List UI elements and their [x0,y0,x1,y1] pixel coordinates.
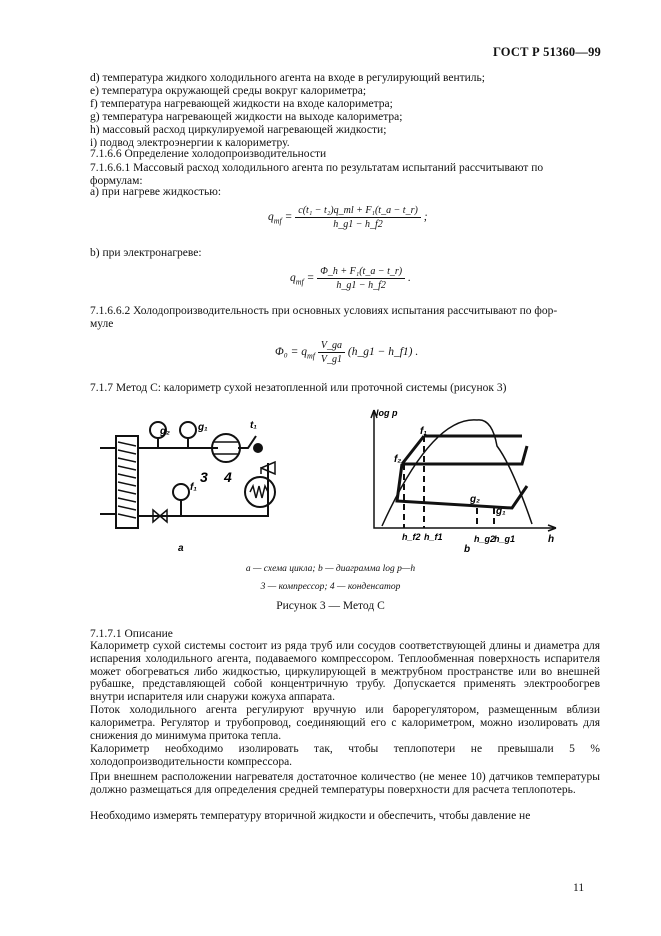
paragraph-line: муле [90,318,114,330]
paragraph: Калориметр необходимо изолировать так, чтобы теплопотери не превышали 5 % холодопроизводительности компрессора. [90,743,600,768]
paragraph-line: формулам: [90,175,143,187]
label-f1: f₁ [190,482,197,493]
list-item: g) температура нагревающей жидкости на выходе калориметра; [90,111,403,123]
label-compressor-number: 3 [200,469,208,485]
list-item: i) подвод электроэнергии к калориметру. [90,137,290,149]
list-item: h) массовый расход циркулируемой нагревающей жидкости; [90,124,387,136]
point-g2: g₂ [470,494,480,505]
formula-1: $q_{mf}$ = $\frac{\text{c(t₁ − t₂)q\_ml + F₁(t\_a − t\_r)}}{h\_g1 - h\_f2}$ ; [268,205,428,230]
page-number: 11 [573,882,585,894]
paragraph: При внешнем расположении нагревателя достаточное количество (не менее 10) датчиков температуры должно размещаться для определения средней температуры поверхности для расчета теплопотерь. [90,771,600,796]
list-item: f) температура нагревающей жидкости на входе калориметра; [90,98,393,110]
figure-title: Рисунок 3 — Метод С [276,600,385,612]
document-code: ГОСТ Р 51360—99 [492,45,601,59]
list-item: e) температура окружающей среды вокруг калориметра; [90,85,367,97]
formula-denominator: h_g1 − h_f2 [333,219,383,230]
tick-hg2: h_g2 [474,534,496,544]
formula-3: $\Phi_0 = q_{mf}$ $\frac{V\_ga}{V\_g1}$ (h_g1 − h_f1) . [275,340,419,365]
logp-h-diagram [362,406,572,556]
paragraph: Необходимо измерять температуру вторичной жидкости и обеспечить, чтобы давление не [90,810,531,822]
paragraph: Калориметр сухой системы состоит из ряда труб или сосудов соответствующей длины и диаметра для испарения холодильного агента, подаваемого компрессором. Теплообменная поверхность испарителя может обогреваться либо жидкостью, циркулирующей в межтрубном пространстве или во внешней рубашке, представляющей собой концентричную трубу. Допускается применять электрообогрев внутри испарителя или снаружи кожуха аппарата. [90,640,600,704]
case-label: а) при нагреве жидкостью: [90,186,222,198]
list-item: d) температура жидкого холодильного агента на входе в регулирующий вентиль; [90,72,485,84]
case-label: b) при электронагреве: [90,247,202,259]
figure-caption-1: a — схема цикла; b — диаграмма log p—h [245,564,416,574]
formula-numerator: c(t₁ − t₂)q_ml + F₁(t_a − t_r) [295,205,421,218]
section-heading: 7.1.7 Метод С: калориметр сухой незатопленной или проточной системы (рисунок 3) [90,382,507,394]
formula-lhs: q [268,211,274,224]
cycle-schematic [98,408,328,558]
label-condenser-number: 4 [224,469,232,485]
paragraph-line: 7.1.6.6.1 Массовый расход холодильного агента по результатам испытаний рассчитывают по [90,162,544,174]
paragraph: Поток холодильного агента регулируют вручную или барорегулятором, размещенным вблизи калориметра. Регулятор и трубопровод, соединяющий его с калориметром, можно изолировать для снижения до минимума притока тепла. [90,704,600,742]
tick-hf2: h_f2 [402,532,421,542]
tick-hf1: h_f1 [424,532,443,542]
paragraph-line: 7.1.6.6.2 Холодопроизводительность при основных условиях испытания рассчитывают по фор- [90,305,558,317]
section-heading: 7.1.7.1 Описание [90,628,173,640]
label-g2: g₂ [160,426,170,437]
section-heading: 7.1.6.6 Определение холодопроизводительности [90,148,327,160]
tick-hg1: h_g1 [494,534,516,544]
label-t1: t₁ [250,420,257,431]
axis-xlabel: h [548,534,555,545]
formula-numerator: Φ_h + F₁(t_a − t_r) [317,266,405,279]
point-f2: f₂ [394,454,402,465]
subfigure-label-a: a [178,543,184,554]
formula-denominator: h_g1 − h_f2 [336,280,386,291]
point-g1: g₁ [496,506,506,517]
formula-2: $q_{mf}$ = $\frac{\text{Φ\_h + F₁(t\_a − t\_r)}}{h\_g1 - h\_f2}$ . [290,266,411,291]
figure-caption-2: 3 — компрессор; 4 — конденсатор [260,582,401,592]
axis-ylabel: log p [376,408,398,418]
label-g1: g₁ [198,422,208,433]
point-f1: f₁ [420,426,427,437]
subfigure-label-b: b [464,544,471,555]
